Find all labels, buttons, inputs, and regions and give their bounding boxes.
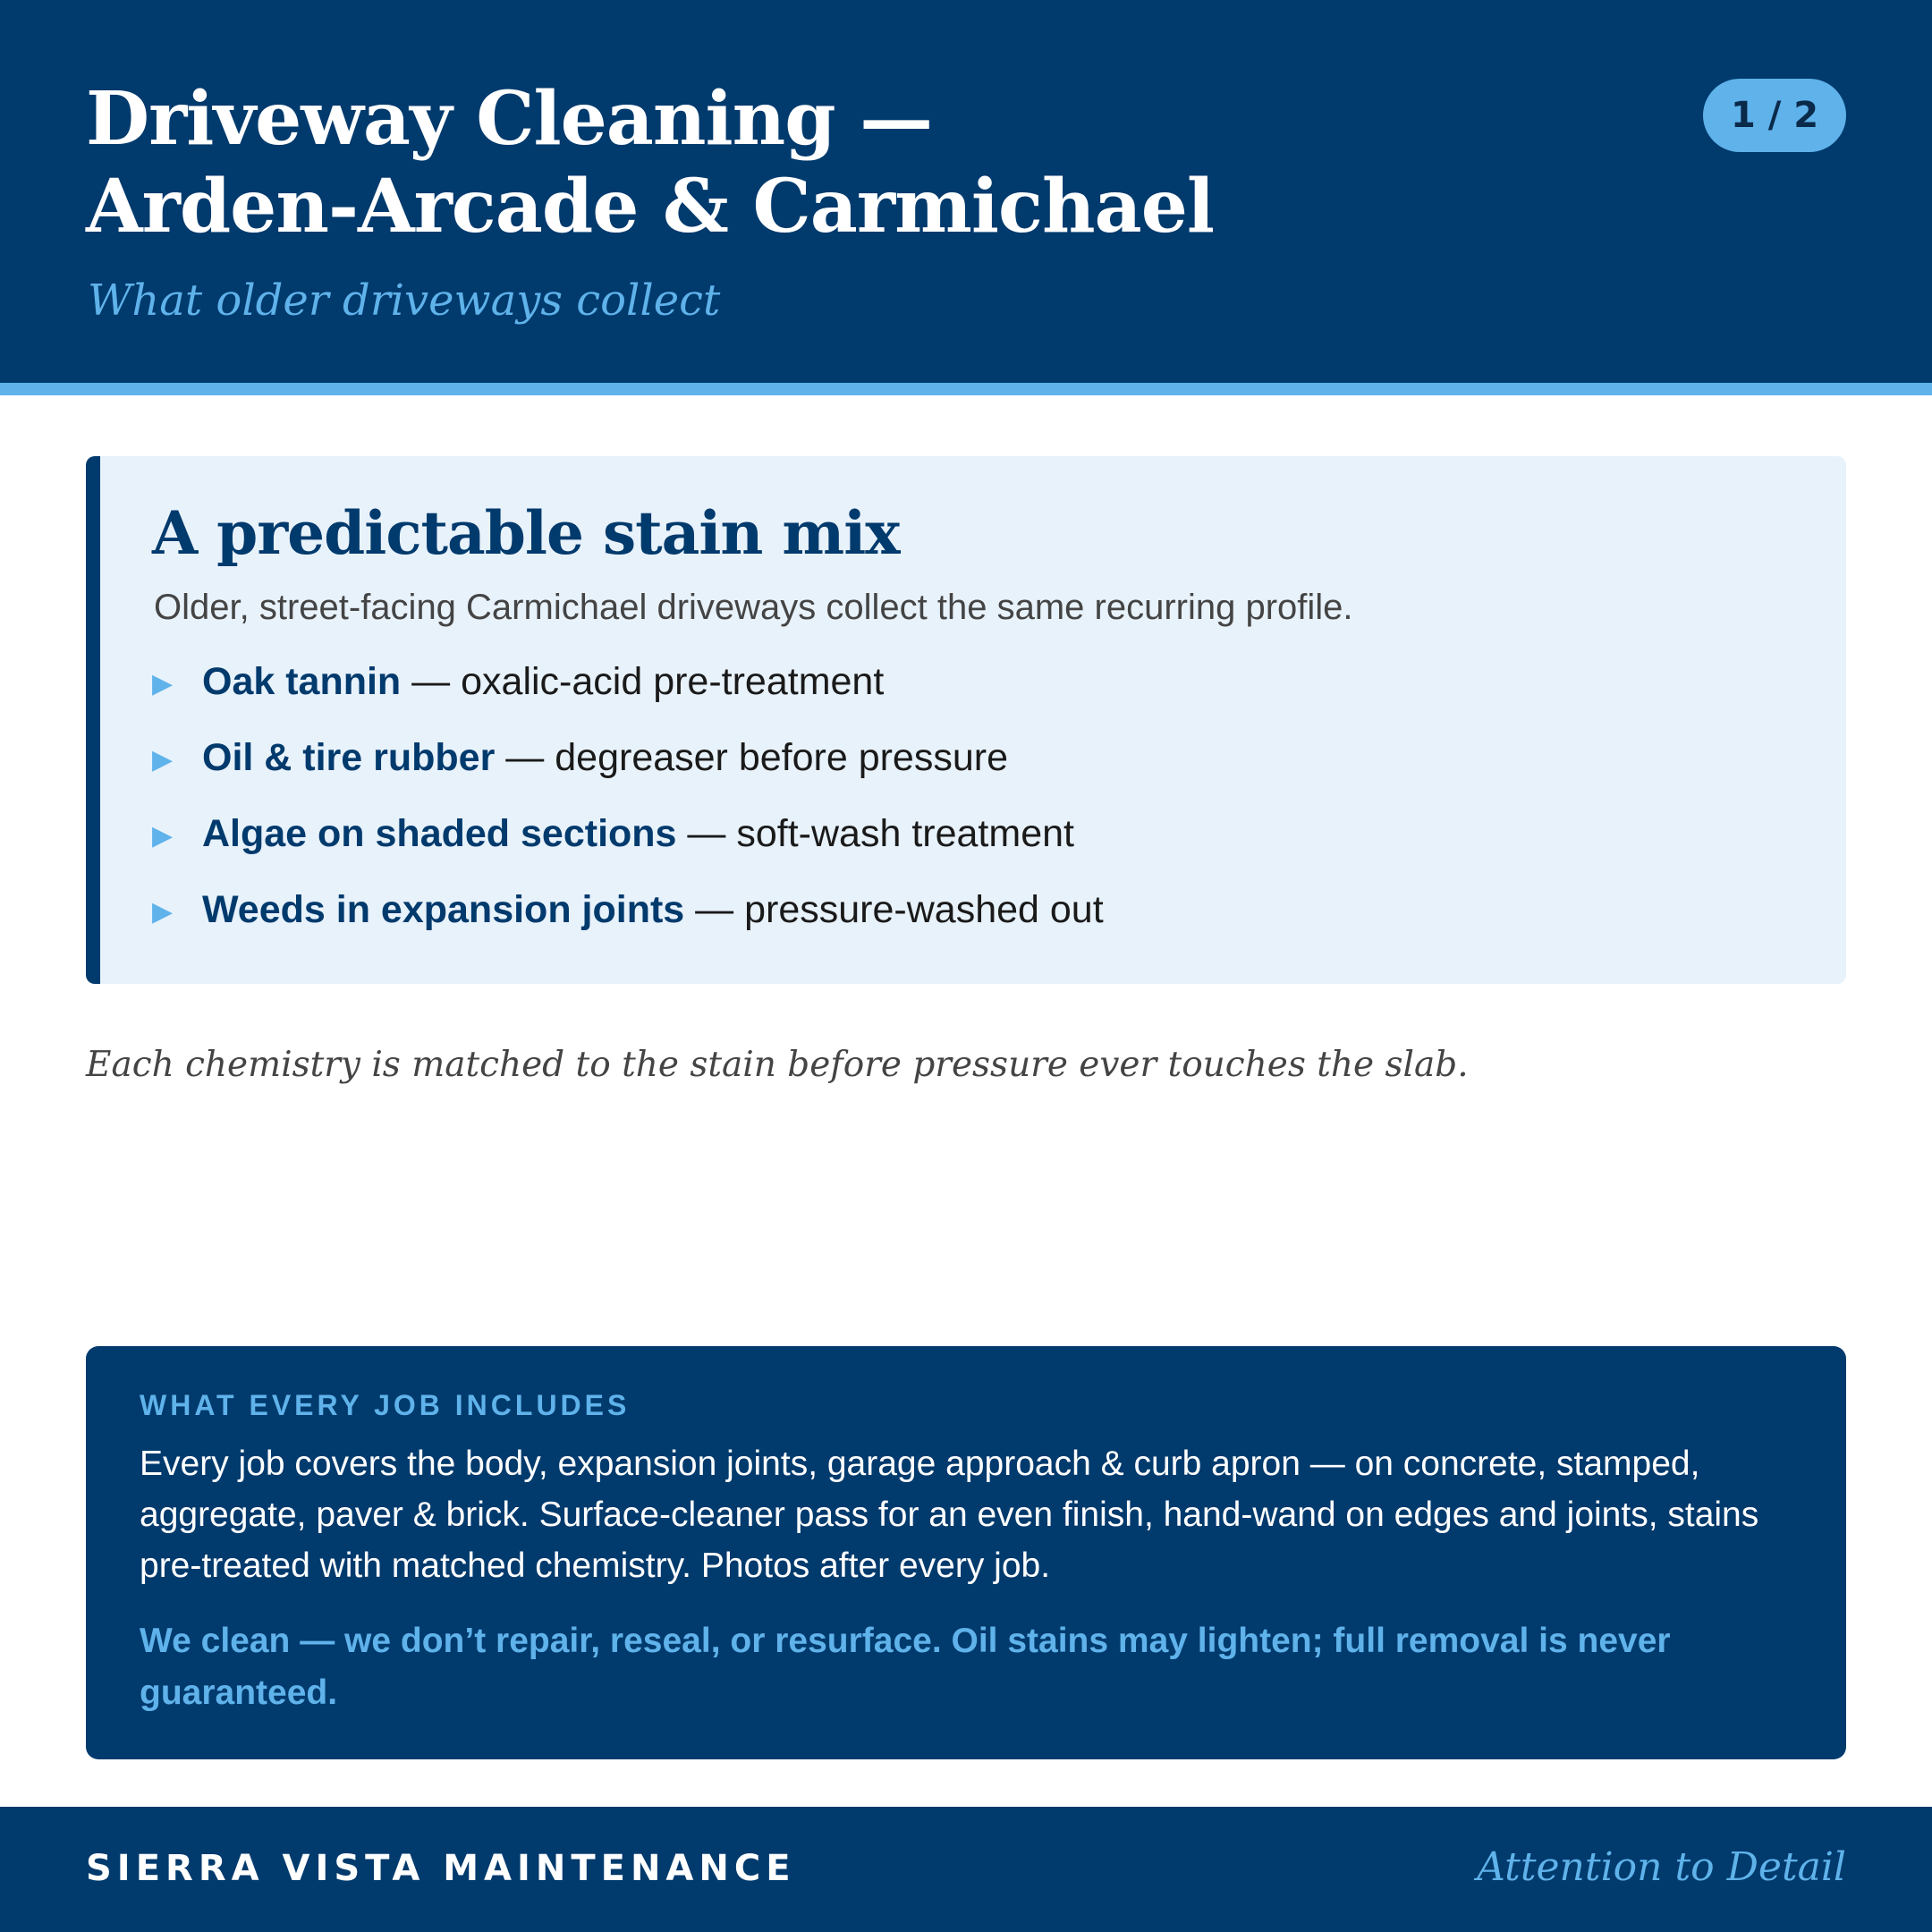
stain-name: Weeds in expansion joints — [202, 888, 685, 931]
header-accent-stripe — [0, 383, 1932, 395]
stain-name: Algae on shaded sections — [202, 812, 677, 855]
stain-treatment: soft-wash treatment — [736, 812, 1074, 855]
page-title-line-1: Driveway Cleaning — — [86, 76, 933, 162]
triangle-right-icon: ▶ — [152, 897, 174, 927]
stain-mix-intro: Older, street-facing Carmichael driveways collect the same recurring profile. — [154, 588, 1353, 627]
separator: — — [676, 812, 737, 855]
list-item — [152, 885, 1816, 961]
page-indicator-badge: 1 / 2 — [1703, 79, 1846, 152]
separator: — — [684, 888, 745, 931]
stain-mix-heading: A predictable stain mix — [152, 498, 900, 568]
list-item-text — [202, 733, 1008, 783]
page-subtitle: What older driveways collect — [88, 275, 721, 326]
includes-heading: WHAT EVERY JOB INCLUDES — [140, 1389, 631, 1421]
includes-disclaimer: We clean — we don’t repair, reseal, or resurface. Oil stains may lighten; full removal is never guaranteed. — [140, 1622, 1671, 1712]
stain-list — [152, 657, 1816, 961]
page-title — [86, 75, 1606, 250]
brand-tagline: Attention to Detail — [1477, 1844, 1846, 1890]
list-item — [152, 733, 1816, 809]
list-item-text — [202, 809, 1074, 859]
separator: — — [401, 660, 462, 703]
brand-name: SIERRA VISTA MAINTENANCE — [86, 1848, 796, 1889]
stain-treatment: degreaser before pressure — [555, 736, 1008, 779]
stain-treatment: pressure-washed out — [744, 888, 1104, 931]
stain-name: Oak tannin — [202, 660, 402, 703]
list-item — [152, 809, 1816, 885]
list-item — [152, 657, 1816, 733]
includes-body: Every job covers the body, expansion joints, garage approach & curb apron — on concrete, stamped, aggregate, paver & brick. Surface-cleaner pass for an even finish, hand-wand on edges and joints, stains pre-treated with matched chemistry. Photos after every job. — [140, 1445, 1759, 1585]
stain-treatment: oxalic-acid pre-treatment — [461, 660, 885, 703]
list-item-text — [202, 657, 884, 707]
triangle-right-icon: ▶ — [152, 745, 174, 775]
page-title-line-2: Arden-Arcade & Carmichael — [86, 164, 1215, 250]
triangle-right-icon: ▶ — [152, 821, 174, 851]
separator: — — [495, 736, 555, 779]
triangle-right-icon: ▶ — [152, 669, 174, 699]
stain-name: Oil & tire rubber — [202, 736, 496, 779]
list-item-text — [202, 885, 1104, 935]
chemistry-note: Each chemistry is matched to the stain before pressure ever touches the slab. — [86, 1045, 1469, 1085]
